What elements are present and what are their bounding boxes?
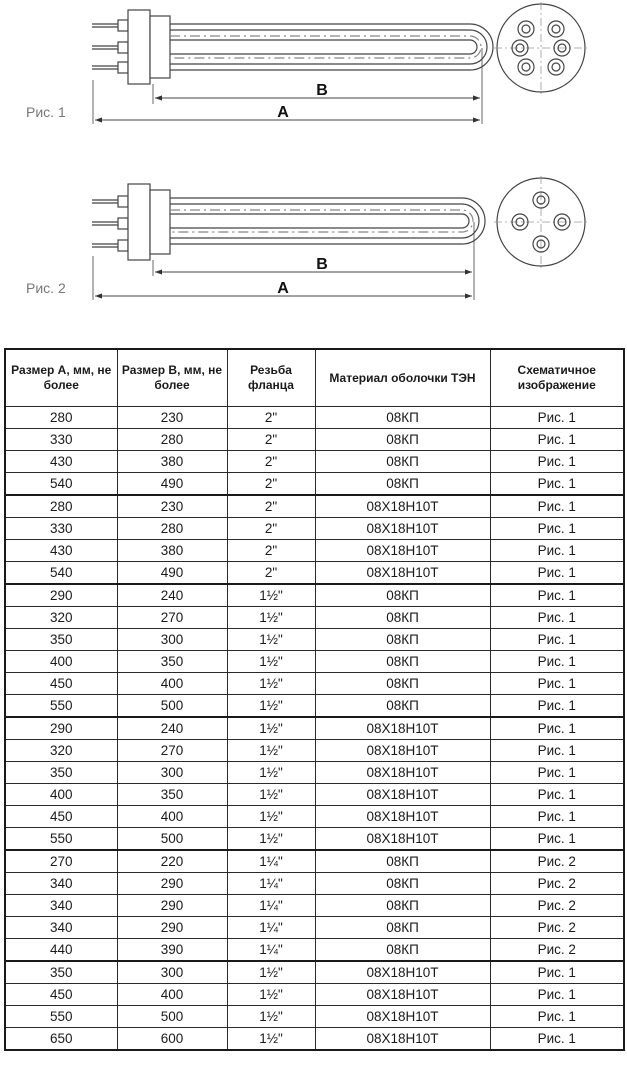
cell-sheath-material: 08КП — [315, 850, 490, 873]
table-row — [5, 895, 624, 917]
dimension-b-label-fig1: B — [316, 82, 328, 99]
cell-size-a: 450 — [5, 984, 117, 1006]
header-size-a: Размер А, мм, не более — [5, 349, 117, 407]
cell-size-b: 230 — [117, 407, 227, 429]
table-row — [5, 540, 624, 562]
cell-schematic: Рис. 1 — [490, 1006, 624, 1028]
cell-flange-thread: 1½" — [227, 961, 315, 984]
table-row — [5, 451, 624, 473]
table-row — [5, 673, 624, 695]
terminal-pins-fig1 — [92, 20, 128, 73]
heater-drawings — [0, 0, 627, 330]
cell-schematic: Рис. 1 — [490, 540, 624, 562]
cell-size-a: 550 — [5, 828, 117, 851]
cell-sheath-material: 08Х18Н10Т — [315, 740, 490, 762]
cell-size-b: 380 — [117, 540, 227, 562]
header-flange-thread: Резьба фланца — [227, 349, 315, 407]
cell-size-b: 500 — [117, 695, 227, 718]
cell-schematic: Рис. 1 — [490, 451, 624, 473]
cell-schematic: Рис. 2 — [490, 873, 624, 895]
table-body — [5, 407, 624, 1051]
cell-size-b: 270 — [117, 607, 227, 629]
dimension-a-label-fig1: A — [277, 104, 289, 121]
cell-sheath-material: 08Х18Н10Т — [315, 806, 490, 828]
cell-sheath-material: 08Х18Н10Т — [315, 540, 490, 562]
cell-size-a: 540 — [5, 562, 117, 585]
cell-sheath-material: 08КП — [315, 917, 490, 939]
figure1-end-view — [494, 2, 588, 94]
cell-flange-thread: 2" — [227, 518, 315, 540]
cell-sheath-material: 08КП — [315, 584, 490, 607]
cell-schematic: Рис. 1 — [490, 584, 624, 607]
cell-size-b: 290 — [117, 895, 227, 917]
cell-size-b: 380 — [117, 451, 227, 473]
cell-size-b: 500 — [117, 828, 227, 851]
table-row — [5, 607, 624, 629]
cell-size-a: 320 — [5, 607, 117, 629]
cell-sheath-material: 08Х18Н10Т — [315, 784, 490, 806]
cell-sheath-material: 08КП — [315, 873, 490, 895]
cell-sheath-material: 08КП — [315, 673, 490, 695]
table-row — [5, 429, 624, 451]
cell-sheath-material: 08Х18Н10Т — [315, 717, 490, 740]
cell-schematic: Рис. 1 — [490, 429, 624, 451]
table-row — [5, 961, 624, 984]
cell-flange-thread: 1½" — [227, 806, 315, 828]
cell-size-b: 280 — [117, 429, 227, 451]
cell-size-b: 300 — [117, 961, 227, 984]
cell-flange-thread: 2" — [227, 540, 315, 562]
cell-size-b: 290 — [117, 873, 227, 895]
table-row — [5, 762, 624, 784]
cell-schematic: Рис. 1 — [490, 518, 624, 540]
cell-sheath-material: 08Х18Н10Т — [315, 518, 490, 540]
cell-flange-thread: 1½" — [227, 584, 315, 607]
figure1-caption: Рис. 1 — [26, 104, 66, 120]
cell-size-b: 350 — [117, 651, 227, 673]
figure2-caption: Рис. 2 — [26, 280, 66, 296]
cell-flange-thread: 1¼" — [227, 939, 315, 962]
specifications-table — [4, 348, 625, 1051]
cell-flange-thread: 1½" — [227, 717, 315, 740]
cell-schematic: Рис. 1 — [490, 806, 624, 828]
header-sheath-material: Материал оболочки ТЭН — [315, 349, 490, 407]
cell-flange-thread: 1½" — [227, 673, 315, 695]
cell-schematic: Рис. 2 — [490, 895, 624, 917]
flange-fig2 — [128, 184, 150, 260]
cell-size-b: 500 — [117, 1006, 227, 1028]
cell-size-a: 350 — [5, 961, 117, 984]
header-schematic: Схематичное изображение — [490, 349, 624, 407]
cell-schematic: Рис. 1 — [490, 717, 624, 740]
figure1-side-view — [92, 10, 493, 124]
cell-sheath-material: 08КП — [315, 629, 490, 651]
cell-schematic: Рис. 1 — [490, 629, 624, 651]
table-row — [5, 939, 624, 962]
cell-size-a: 650 — [5, 1028, 117, 1051]
cell-flange-thread: 1½" — [227, 984, 315, 1006]
cell-size-a: 340 — [5, 873, 117, 895]
cell-size-a: 280 — [5, 407, 117, 429]
cell-size-a: 430 — [5, 451, 117, 473]
cell-size-a: 400 — [5, 784, 117, 806]
cell-sheath-material: 08Х18Н10Т — [315, 1028, 490, 1051]
cell-size-b: 350 — [117, 784, 227, 806]
heating-tubes-fig2 — [170, 198, 485, 244]
table-row — [5, 717, 624, 740]
flange-fig1 — [128, 10, 150, 84]
table-row — [5, 740, 624, 762]
cell-schematic: Рис. 1 — [490, 740, 624, 762]
cell-size-a: 330 — [5, 429, 117, 451]
table-row — [5, 1006, 624, 1028]
cell-flange-thread: 1½" — [227, 695, 315, 718]
cell-sheath-material: 08Х18Н10Т — [315, 562, 490, 585]
cell-sheath-material: 08Х18Н10Т — [315, 828, 490, 851]
table-row — [5, 806, 624, 828]
cell-flange-thread: 2" — [227, 562, 315, 585]
cell-schematic: Рис. 1 — [490, 984, 624, 1006]
cell-size-b: 490 — [117, 473, 227, 496]
cell-size-a: 340 — [5, 917, 117, 939]
cell-schematic: Рис. 1 — [490, 562, 624, 585]
cell-size-b: 280 — [117, 518, 227, 540]
cell-schematic: Рис. 1 — [490, 673, 624, 695]
cell-size-b: 400 — [117, 806, 227, 828]
cell-flange-thread: 1½" — [227, 607, 315, 629]
cell-size-a: 350 — [5, 629, 117, 651]
cell-size-a: 340 — [5, 895, 117, 917]
cell-flange-thread: 1¼" — [227, 917, 315, 939]
table-row — [5, 629, 624, 651]
cell-sheath-material: 08Х18Н10Т — [315, 984, 490, 1006]
cell-flange-thread: 2" — [227, 451, 315, 473]
cell-schematic: Рис. 2 — [490, 850, 624, 873]
cell-flange-thread: 1½" — [227, 784, 315, 806]
cell-size-b: 400 — [117, 984, 227, 1006]
table-header-row — [5, 349, 624, 407]
cell-sheath-material: 08КП — [315, 895, 490, 917]
cell-flange-thread: 1½" — [227, 828, 315, 851]
cell-flange-thread: 2" — [227, 429, 315, 451]
table-row — [5, 828, 624, 851]
cell-flange-thread: 2" — [227, 407, 315, 429]
table-row — [5, 1028, 624, 1051]
cell-size-a: 280 — [5, 495, 117, 518]
cell-size-a: 290 — [5, 584, 117, 607]
table-row — [5, 850, 624, 873]
cell-size-b: 300 — [117, 762, 227, 784]
table-row — [5, 518, 624, 540]
cell-size-b: 600 — [117, 1028, 227, 1051]
cell-schematic: Рис. 2 — [490, 939, 624, 962]
figure2-end-view — [494, 176, 588, 268]
cell-size-b: 240 — [117, 717, 227, 740]
header-size-b: Размер В, мм, не более — [117, 349, 227, 407]
cell-sheath-material: 08Х18Н10Т — [315, 961, 490, 984]
cell-flange-thread: 2" — [227, 473, 315, 496]
table-row — [5, 984, 624, 1006]
table-row — [5, 584, 624, 607]
cell-size-b: 300 — [117, 629, 227, 651]
cell-size-b: 270 — [117, 740, 227, 762]
table-row — [5, 873, 624, 895]
cell-size-a: 440 — [5, 939, 117, 962]
table-row — [5, 562, 624, 585]
cell-size-a: 550 — [5, 1006, 117, 1028]
cell-flange-thread: 2" — [227, 495, 315, 518]
cell-schematic: Рис. 1 — [490, 495, 624, 518]
cell-flange-thread: 1¼" — [227, 850, 315, 873]
cell-size-b: 230 — [117, 495, 227, 518]
cell-sheath-material: 08Х18Н10Т — [315, 1006, 490, 1028]
table-row — [5, 407, 624, 429]
table-row — [5, 651, 624, 673]
terminal-pins-fig2 — [92, 196, 128, 251]
cell-schematic: Рис. 2 — [490, 917, 624, 939]
cell-flange-thread: 1½" — [227, 1028, 315, 1051]
cell-size-b: 290 — [117, 917, 227, 939]
cell-size-a: 550 — [5, 695, 117, 718]
table-row — [5, 784, 624, 806]
cell-size-a: 450 — [5, 673, 117, 695]
cell-schematic: Рис. 1 — [490, 407, 624, 429]
cell-sheath-material: 08КП — [315, 695, 490, 718]
cell-flange-thread: 1½" — [227, 651, 315, 673]
cell-size-b: 490 — [117, 562, 227, 585]
cell-flange-thread: 1½" — [227, 629, 315, 651]
cell-flange-thread: 1¼" — [227, 895, 315, 917]
cell-schematic: Рис. 1 — [490, 1028, 624, 1051]
table-row — [5, 473, 624, 496]
cell-flange-thread: 1½" — [227, 1006, 315, 1028]
cell-schematic: Рис. 1 — [490, 473, 624, 496]
cell-sheath-material: 08КП — [315, 651, 490, 673]
table-row — [5, 495, 624, 518]
cell-size-a: 350 — [5, 762, 117, 784]
heating-tubes-fig1 — [170, 24, 493, 70]
cell-sheath-material: 08КП — [315, 607, 490, 629]
cell-size-b: 220 — [117, 850, 227, 873]
cell-size-b: 400 — [117, 673, 227, 695]
cell-size-a: 450 — [5, 806, 117, 828]
cell-sheath-material: 08Х18Н10Т — [315, 495, 490, 518]
cell-sheath-material: 08Х18Н10Т — [315, 762, 490, 784]
cell-flange-thread: 1½" — [227, 740, 315, 762]
cell-schematic: Рис. 1 — [490, 695, 624, 718]
cell-size-a: 330 — [5, 518, 117, 540]
dimension-b-label-fig2: B — [316, 256, 328, 273]
cell-size-a: 540 — [5, 473, 117, 496]
cell-flange-thread: 1½" — [227, 762, 315, 784]
cell-sheath-material: 08КП — [315, 429, 490, 451]
table-row — [5, 695, 624, 718]
cell-size-a: 320 — [5, 740, 117, 762]
cell-size-b: 240 — [117, 584, 227, 607]
cell-size-a: 290 — [5, 717, 117, 740]
cell-size-a: 270 — [5, 850, 117, 873]
cell-schematic: Рис. 1 — [490, 607, 624, 629]
cell-size-a: 400 — [5, 651, 117, 673]
cell-schematic: Рис. 1 — [490, 651, 624, 673]
cell-schematic: Рис. 1 — [490, 828, 624, 851]
cell-sheath-material: 08КП — [315, 939, 490, 962]
cell-size-a: 430 — [5, 540, 117, 562]
cell-schematic: Рис. 1 — [490, 961, 624, 984]
table-row — [5, 917, 624, 939]
dimension-a-label-fig2: A — [277, 280, 289, 297]
cell-schematic: Рис. 1 — [490, 762, 624, 784]
cell-flange-thread: 1¼" — [227, 873, 315, 895]
cell-schematic: Рис. 1 — [490, 784, 624, 806]
cell-sheath-material: 08КП — [315, 473, 490, 496]
cell-sheath-material: 08КП — [315, 407, 490, 429]
cell-size-b: 390 — [117, 939, 227, 962]
cell-sheath-material: 08КП — [315, 451, 490, 473]
